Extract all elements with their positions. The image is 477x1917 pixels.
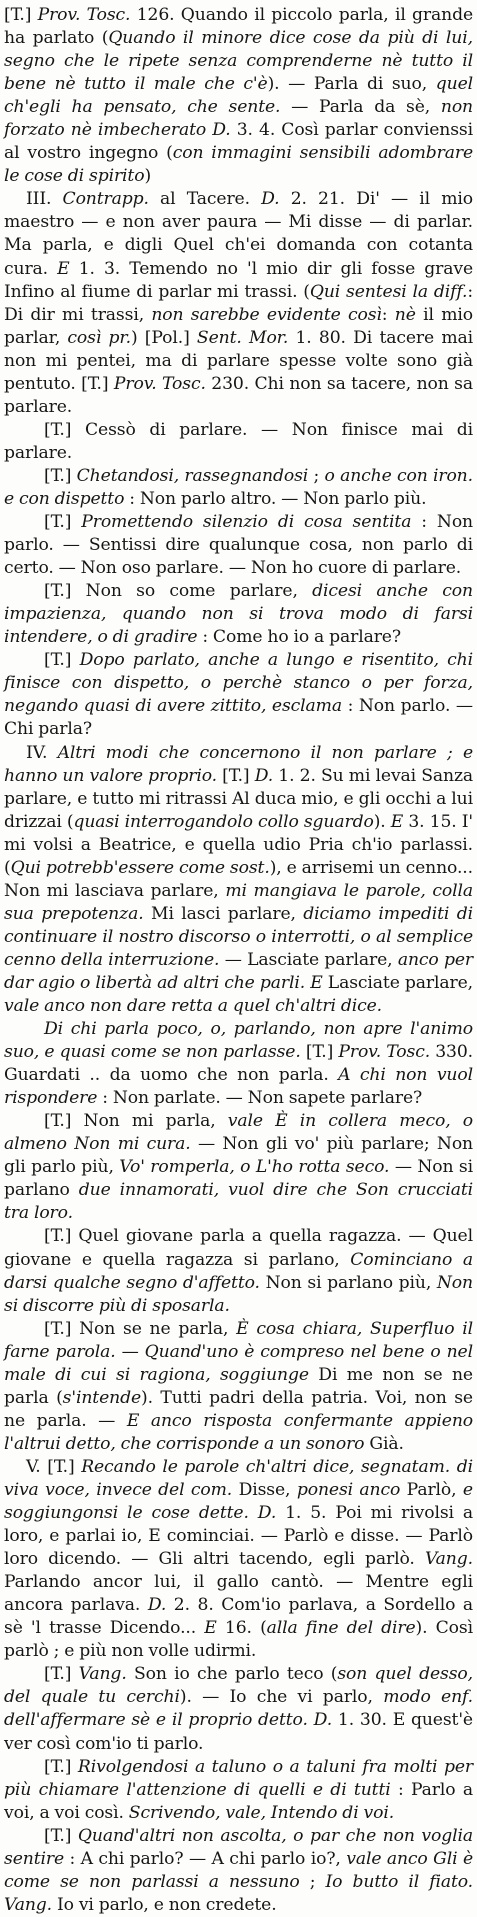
italic-gloss: con immagini sensibili adombrare le cose di spirito	[4, 143, 474, 187]
text-run: Parlando ancor lui, il gallo cantò. — Mentre egli ancora parlava.	[4, 1572, 473, 1616]
text-run: — Non si parlano	[4, 1157, 473, 1201]
text-run: [T.]	[44, 1664, 79, 1685]
text-run: IV.	[26, 742, 58, 763]
italic-gloss: anco per dar agio o libertà ad altri che parli.	[4, 949, 473, 993]
text-run: 1. 80. Di tacere mai non mi pentei, ma di parlare spesse volte sono già pentuto. [T.]	[4, 327, 474, 394]
text-run: [T.] Cessò di parlare. — Non finisce mai di parlare.	[4, 419, 473, 463]
italic-gloss: Non si discorre più di sposarla.	[4, 1272, 473, 1316]
text-run: Lasciate parlare,	[322, 972, 473, 993]
entry-paragraph	[4, 580, 473, 649]
text-run: [T.]	[44, 1825, 78, 1846]
text-run: [T.]	[44, 650, 80, 671]
italic-gloss: Prov. Tosc.	[113, 373, 206, 394]
text-run: il mio parlar,	[4, 304, 473, 348]
italic-gloss: alla fine del dire	[266, 1618, 416, 1639]
italic-gloss: Altri modi che concernono il non parlare ; e hanno un valore proprio.	[4, 742, 474, 786]
italic-gloss: Di chi parla poco, o, parlando, non apre l'animo suo, e quasi come se non parlasse.	[4, 1019, 473, 1063]
text-run: : Non parlo altro. — Non parlo più.	[124, 488, 427, 509]
italic-gloss: A chi non vuol rispondere	[4, 1065, 473, 1109]
entry-paragraph	[4, 649, 473, 741]
entry-paragraph	[4, 188, 473, 418]
text-run: —	[115, 1341, 145, 1362]
text-run: ), e arrisemi un cenno... Non mi lasciava parlare,	[4, 857, 473, 901]
entry-paragraph	[4, 465, 473, 511]
italic-gloss: vale È in collera meco, o almeno Non mi cura.	[4, 1111, 473, 1155]
text-run: Parlò,	[400, 1480, 463, 1500]
text-run: [T.] Non se ne parla,	[44, 1318, 237, 1339]
text-run	[249, 1503, 258, 1523]
italic-gloss: diciamo impediti di continuare il nostro discorso o interrotti, o al semplice cenno della interruzione.	[4, 903, 473, 970]
text-run: : Non parlo. — Chi parla?	[4, 696, 473, 740]
text-run: [T.] Non mi parla,	[44, 1111, 228, 1132]
italic-gloss: Prov. Tosc.	[37, 5, 131, 25]
italic-gloss: dicesi anche con impazienza, quando non si trova modo di farsi intendere, o di gradire	[4, 581, 473, 648]
italic-gloss: D.	[254, 765, 274, 786]
italic-gloss: Recando le parole ch'altri dice, segnatam. di viva voce, invece del com.	[4, 1456, 473, 1500]
italic-gloss: Io butto il fiato. Vang.	[4, 1871, 474, 1915]
italic-gloss: Quand'altri non ascolta, o par che non voglia sentire	[4, 1825, 473, 1869]
text-run: ).	[373, 811, 391, 832]
text-run: [T.]	[4, 5, 38, 25]
italic-gloss: due innamorati, vuol dire che Son crucciati tra loro.	[4, 1180, 473, 1224]
entry-paragraph	[4, 1756, 473, 1825]
italic-gloss: Promettendo silenzio di cosa sentita	[81, 512, 412, 533]
text-run: III.	[26, 189, 63, 210]
italic-gloss: E anco risposta confermante appieno l'altrui detto, che corrisponde a un sonoro	[4, 1410, 473, 1454]
italic-gloss: Qui sentesi la diff.	[309, 281, 468, 302]
text-run: ). — Parla di suo,	[267, 74, 436, 95]
text-run: 1. 3. Temendo no 'l mio dir gli fosse grave Infino al fiume di parlar mi trassi. (	[4, 258, 473, 302]
italic-gloss: così pr.	[67, 327, 131, 348]
italic-gloss: Scrivendo, vale, Intendo di voi.	[128, 1802, 395, 1823]
italic-gloss: non sarebbe evidente così	[151, 304, 382, 325]
italic-gloss: vale anco non dare retta a quel ch'altri dice.	[4, 996, 383, 1017]
entry-paragraph	[4, 1110, 473, 1225]
text-run: : Come ho io a parlare?	[197, 627, 401, 648]
text-run: [T.]	[216, 765, 255, 786]
text-run: 3. 15. I' mi volsi a Beatrice, e quella udio Pria ch'io parlassi. (	[4, 811, 474, 878]
text-run: [T.]	[300, 1042, 339, 1063]
italic-gloss: E	[390, 811, 404, 832]
italic-gloss: vale anco Gli è come se non parlassi a nessuno	[4, 1848, 474, 1892]
text-run: 330. Guardati .. da uomo che non parla.	[4, 1042, 474, 1086]
text-run: ). Così parlò ; e più non volle udirmi.	[4, 1618, 473, 1662]
text-run: Mi lasci parlare,	[143, 903, 304, 924]
entry-paragraph	[4, 4, 473, 188]
text-run: Non si parlano più,	[259, 1272, 437, 1293]
italic-gloss: modo enf. dell'affermare sè e il proprio detto. D.	[4, 1687, 473, 1731]
italic-gloss: son quel desso, del quale tu cerchi	[4, 1664, 473, 1708]
italic-gloss: quel ch'egli ha pensato, che sente.	[4, 74, 474, 118]
italic-gloss: Vo' romperla, o L'ho rotta seco.	[119, 1157, 390, 1178]
italic-gloss: Cominciano a darsi qualche segno d'affetto.	[4, 1249, 473, 1293]
italic-gloss: e soggiungonsi le cose dette.	[4, 1480, 473, 1524]
italic-gloss: Rivolgendosi a taluno o a taluni fra molti per più chiamare l'attenzione di quelli e di tutti	[4, 1756, 473, 1800]
entry-paragraph	[4, 511, 473, 580]
text-run: Già.	[364, 1433, 404, 1454]
text-run: [T.] Non so come parlare,	[44, 581, 313, 602]
text-run: 3. 4. Così parlar convienssi al vostro ingegno (	[4, 120, 473, 164]
text-run: :	[381, 304, 395, 325]
italic-gloss: Vang.	[424, 1549, 473, 1570]
italic-gloss: o anche con iron. e con dispetto	[4, 465, 473, 509]
text-run: — Non gli vo' più parlare; Non gli parlo più,	[4, 1134, 473, 1178]
text-run: Son io che parlo teco (	[126, 1664, 338, 1685]
text-run: [T.] Quel giovane parla a quella ragazza. — Quel giovane e quella ragazza si parlano,	[4, 1226, 473, 1270]
italic-gloss: Prov. Tosc.	[338, 1042, 431, 1063]
entry-paragraph	[4, 1825, 473, 1917]
text-run: ). — Io che vi parlo,	[179, 1687, 384, 1708]
text-run: ) [Pol.]	[130, 327, 197, 348]
italic-gloss: nè	[394, 304, 416, 325]
entry-paragraph	[4, 742, 473, 1019]
italic-gloss: non forzato nè imbecherato D.	[4, 97, 474, 141]
entry-paragraph	[4, 1456, 473, 1663]
italic-gloss: Qui potrebb'essere come sost.	[10, 857, 270, 878]
text-run: : Di dir mi trassi,	[4, 281, 473, 325]
text-run: Io vi parlo, e non credete.	[52, 1894, 277, 1915]
italic-gloss: D.	[147, 1595, 167, 1616]
italic-gloss: È cosa chiara, Superfluo il farne parola.	[4, 1318, 473, 1362]
italic-gloss: quasi interrogandolo collo sguardo	[73, 811, 374, 832]
text-run: [T.]	[44, 1756, 78, 1777]
text-run: ;	[299, 1871, 326, 1892]
italic-gloss: Vang.	[78, 1664, 127, 1685]
text-run: al Tacere.	[148, 189, 262, 210]
text-run: 1. 5. Poi mi rivolsi a loro, e parlai io, E cominciai. — Parlò e disse. — Parlò loro dicendo. — Gli altri tacendo, egli parlò.	[4, 1503, 473, 1570]
text-run: — Lasciate parlare,	[219, 949, 398, 970]
text-run: 126. Quando il piccolo parla, il grande ha parlato (	[4, 5, 473, 49]
text-run: Disse,	[232, 1480, 297, 1500]
text-run: [T.]	[44, 465, 77, 486]
text-run: )	[144, 166, 152, 187]
text-run: 16. (	[216, 1618, 267, 1639]
text-run: — Parla da sè,	[280, 97, 441, 118]
text-run: V. [T.]	[26, 1456, 82, 1477]
italic-gloss: E	[57, 258, 70, 279]
text-run: ;	[308, 465, 325, 486]
italic-gloss: Contrapp.	[62, 189, 149, 210]
text-run: 2. 21. Di' — il mio maestro — e non aver paura — Mi disse — di parlar. Ma parla, e digli Quel ch'ei domanda con cotanta cura.	[4, 189, 473, 279]
italic-gloss: E	[310, 972, 323, 993]
text-run: 1. 30. E quest'è ver così com'io ti parlo.	[4, 1710, 473, 1754]
entry-paragraph	[4, 1018, 473, 1110]
italic-gloss: Dopo parlato, anche a lungo e risentito, chi finisce con dispetto, o perchè stanco o per forza, negando quasi di avere zittito, esclama	[4, 650, 474, 717]
italic-gloss: Chetandosi, rassegnandosi	[76, 465, 309, 486]
text-run: ). Tutti padri della patria. Voi, non se ne parla. —	[4, 1387, 473, 1431]
text-run: 2. 8. Com'io parlava, a Sordello a sè 'l trasse Dicendo...	[4, 1595, 473, 1639]
italic-gloss: Quando il minore dice cose da più di lui, segno che le ripete senza comprenderne nè tutto il bene nè tutto il male che c'è	[4, 28, 473, 95]
italic-gloss: ponesi anco	[296, 1480, 401, 1500]
text-run: 1. 2. Su mi levai Sanza parlare, e tutto mi ritrassi Al duca mio, e gli occhi a lui drizzai (	[4, 765, 474, 832]
text-run: 230. Chi non sa tacere, non sa parlare.	[4, 373, 474, 417]
text-run: [T.]	[44, 512, 82, 533]
italic-gloss: s'intende	[62, 1387, 142, 1408]
entry-paragraph	[4, 1225, 473, 1317]
italic-gloss: D.	[261, 189, 280, 210]
entry-paragraph	[4, 419, 473, 465]
entry-paragraph	[4, 1663, 473, 1755]
italic-gloss: Sent. Mor.	[196, 327, 289, 348]
text-run: : Parlo a voi, a voi così.	[4, 1779, 473, 1823]
italic-gloss: E	[204, 1618, 217, 1639]
text-run: : Non parlo. — Sentissi dire qualunque cosa, non parlo di certo. — Non oso parlare. — Non ho cuore di parlare.	[4, 512, 473, 579]
text-run: Di me non se ne parla (	[4, 1364, 473, 1408]
italic-gloss: mi mangiava le parole, colla sua prepotenza.	[4, 880, 473, 924]
italic-gloss: Quand'uno è compreso nel bene o nel male di cui si ragiona, soggiunge	[4, 1341, 473, 1385]
text-run: : A chi parlo? — A chi parlo io?,	[64, 1848, 347, 1869]
text-run: : Non parlate. — Non sapete parlare?	[97, 1088, 423, 1109]
entry-paragraph	[4, 1318, 473, 1456]
italic-gloss: D.	[257, 1503, 277, 1524]
